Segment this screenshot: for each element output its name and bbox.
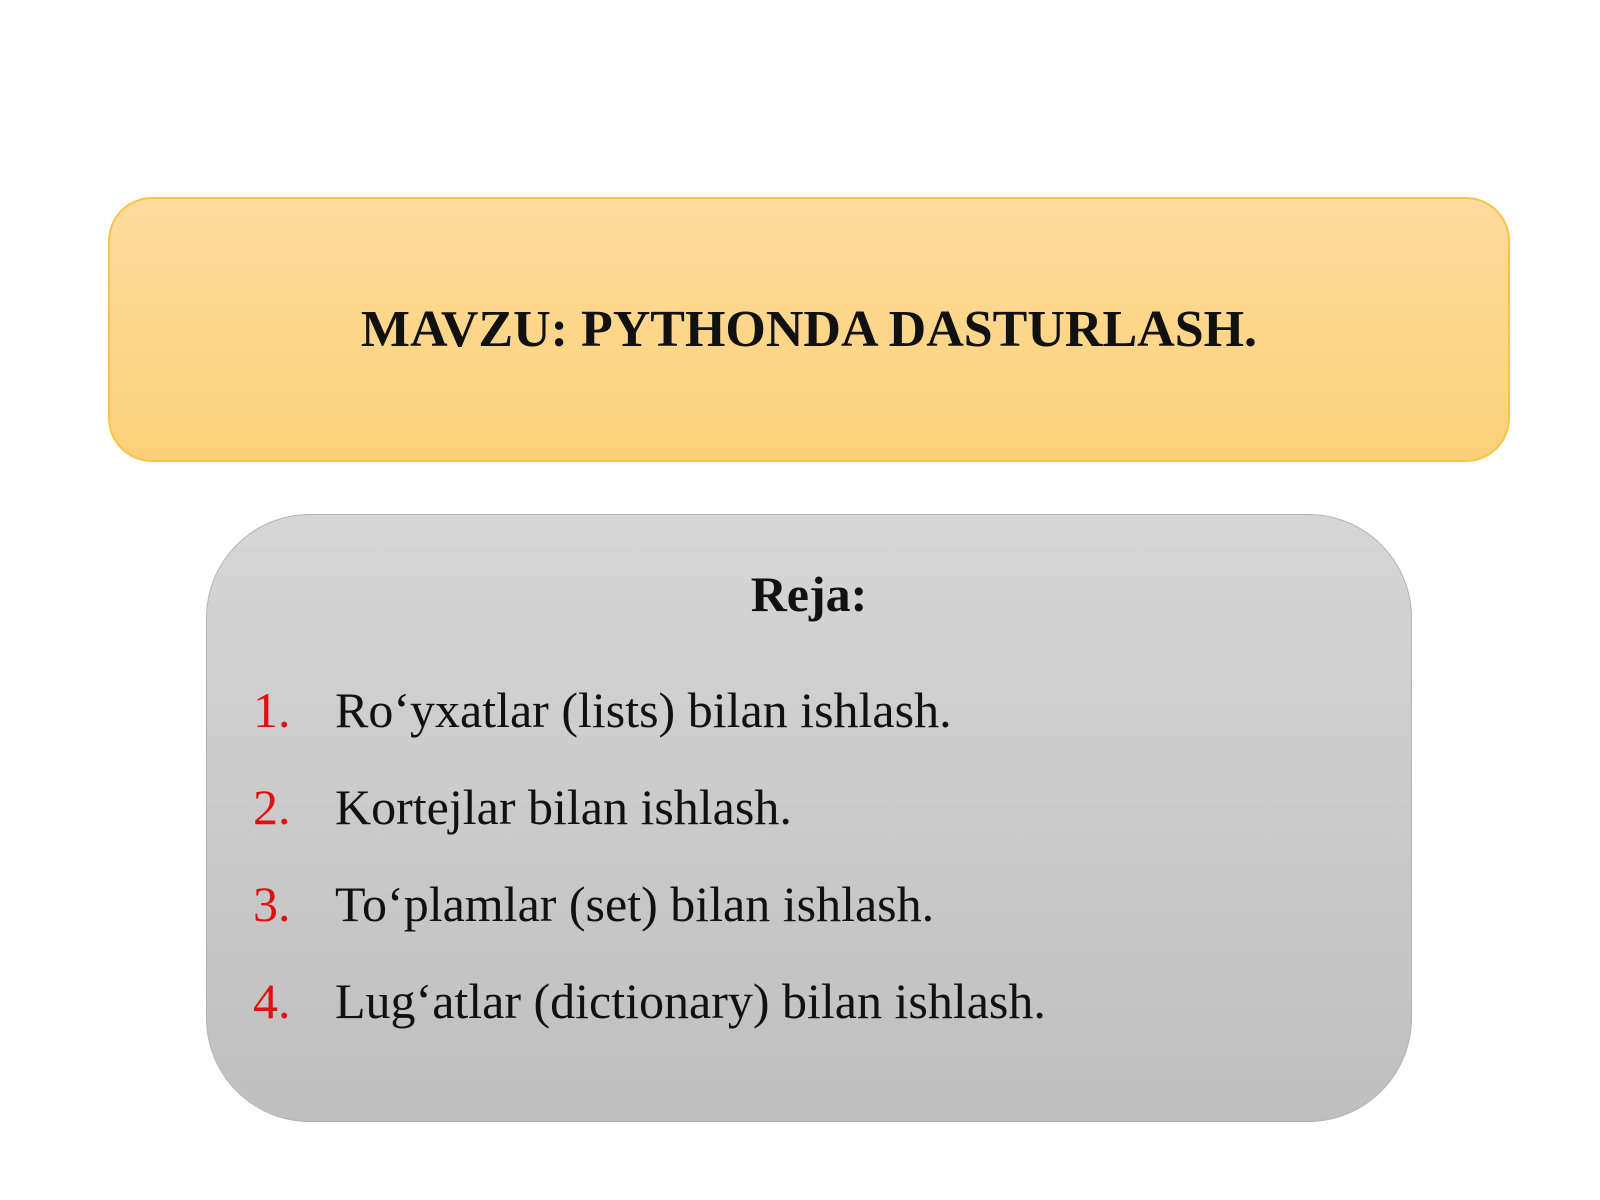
slide-title: MAVZU: PYTHONDA DASTURLASH.	[360, 301, 1258, 358]
plan-item-number: 4.	[253, 972, 291, 1029]
plan-item-text: Lug‘atlar (dictionary) bilan ishlash.	[335, 972, 1046, 1029]
plan-box	[206, 514, 1412, 1122]
plan-heading: Reja:	[750, 566, 868, 622]
plan-item-number: 3.	[253, 875, 291, 932]
plan-item-4	[253, 952, 1046, 1049]
plan-item-number: 2.	[253, 778, 291, 835]
plan-item-number: 1.	[253, 681, 291, 738]
plan-item-2	[253, 758, 1046, 855]
title-box	[108, 197, 1510, 462]
plan-list	[253, 661, 1046, 1049]
plan-item-1	[253, 661, 1046, 758]
plan-item-3	[253, 855, 1046, 952]
plan-item-text: Kortejlar bilan ishlash.	[335, 778, 792, 835]
plan-item-text: Ro‘yxatlar (lists) bilan ishlash.	[335, 681, 952, 738]
plan-item-text: To‘plamlar (set) bilan ishlash.	[335, 875, 935, 932]
